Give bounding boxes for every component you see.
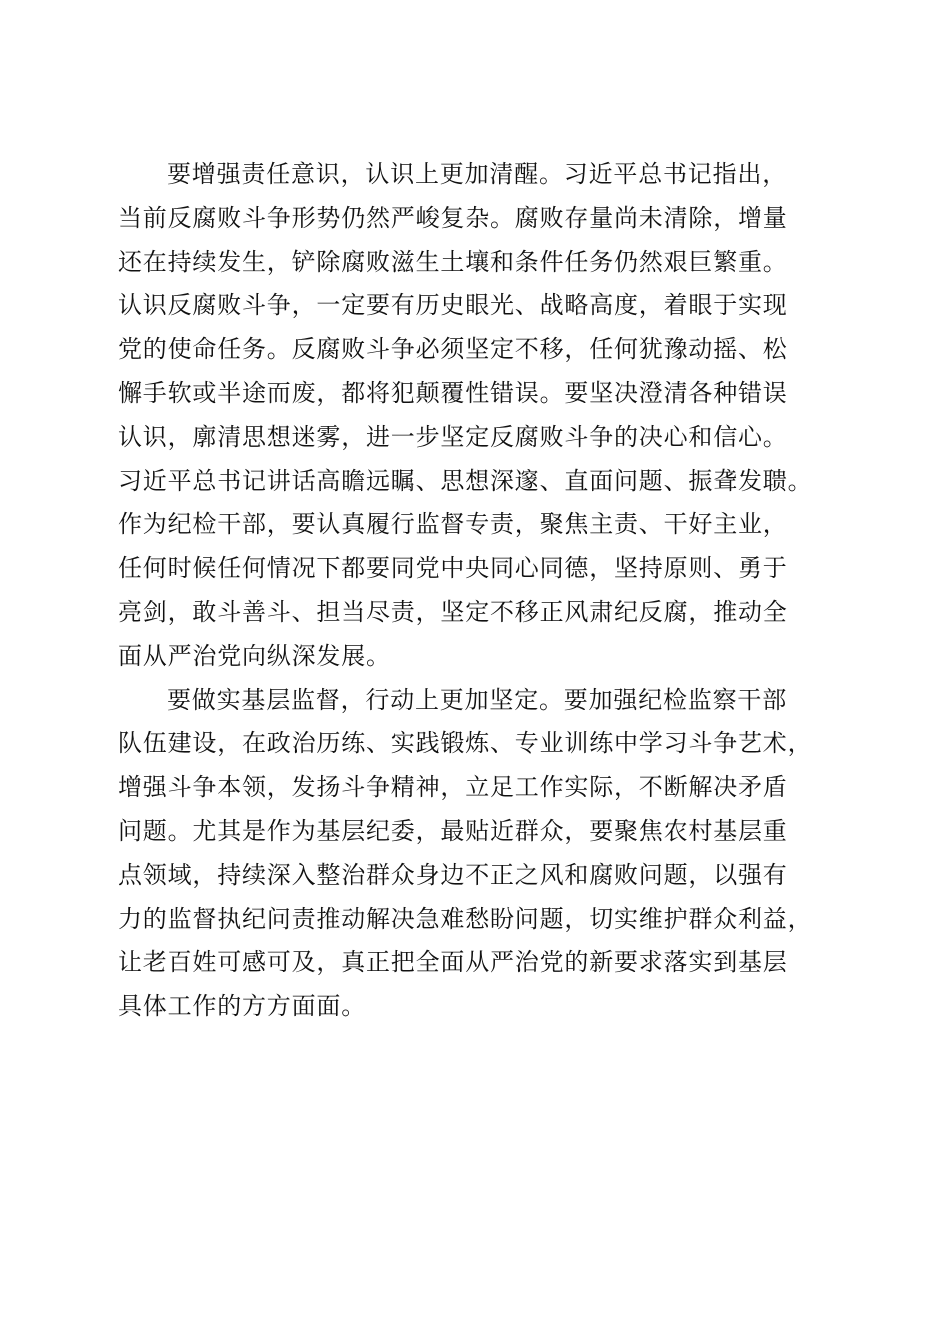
- text-line: 习近平总书记讲话高瞻远瞩、思想深邃、直面问题、振聋发聩。: [118, 466, 813, 495]
- text-line: 问题。尤其是作为基层纪委，最贴近群众，要聚焦农村基层重: [118, 816, 788, 845]
- text-line: 还在持续发生，铲除腐败滋生土壤和条件任务仍然艰巨繁重。: [118, 247, 788, 276]
- text-line: 力的监督执纪问责推动解决急难愁盼问题，切实维护群众利益，: [118, 904, 813, 933]
- text-line: 面从严治党向纵深发展。: [118, 641, 391, 670]
- text-line: 增强斗争本领，发扬斗争精神，立足工作实际，不断解决矛盾: [118, 773, 788, 802]
- text-line: 点领域，持续深入整治群众身边不正之风和腐败问题，以强有: [118, 860, 788, 889]
- text-line: 当前反腐败斗争形势仍然严峻复杂。腐败存量尚未清除，增量: [118, 203, 788, 232]
- paragraph-2: [118, 679, 840, 1029]
- document-body: [118, 153, 840, 1029]
- text-line: 认识，廓清思想迷雾，进一步坚定反腐败斗争的决心和信心。: [118, 422, 788, 451]
- text-line: 队伍建设，在政治历练、实践锻炼、专业训练中学习斗争艺术，: [118, 729, 813, 758]
- text-line: 要增强责任意识，认识上更加清醒。习近平总书记指出，: [167, 160, 787, 188]
- text-line: 亮剑，敢斗善斗、担当尽责，坚定不移正风肃纪反腐，推动全: [118, 597, 788, 626]
- text-line: 任何时候任何情况下都要同党中央同心同德，坚持原则、勇于: [118, 554, 788, 583]
- paragraph-1: [118, 153, 840, 679]
- text-line: 具体工作的方方面面。: [118, 992, 366, 1021]
- text-line: 认识反腐败斗争，一定要有历史眼光、战略高度，着眼于实现: [118, 291, 788, 320]
- text-line: 作为纪检干部，要认真履行监督专责，聚焦主责、干好主业，: [118, 510, 788, 539]
- text-line: 党的使命任务。反腐败斗争必须坚定不移，任何犹豫动摇、松: [118, 335, 788, 364]
- text-line: 懈手软或半途而废，都将犯颠覆性错误。要坚决澄清各种错误: [118, 378, 788, 407]
- text-line: 要做实基层监督，行动上更加坚定。要加强纪检监察干部: [167, 685, 787, 714]
- text-line: 让老百姓可感可及，真正把全面从严治党的新要求落实到基层: [118, 948, 788, 977]
